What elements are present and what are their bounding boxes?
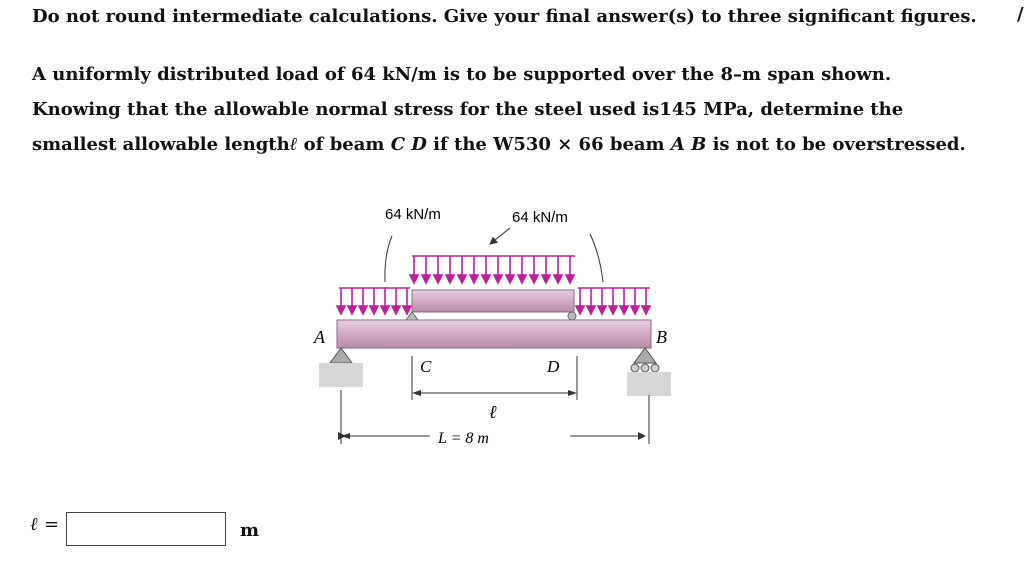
problem-line-3a: smallest allowable length: [32, 134, 290, 155]
left-load-arrows: [337, 288, 411, 314]
problem-line-3b: of beam: [297, 134, 391, 155]
top-load-arrows: [410, 256, 575, 283]
problem-line-1: A uniformly distributed load of 64 kN/m is to be supported over the 8–m span shown.: [32, 64, 892, 85]
center-load-leader: [490, 228, 510, 244]
answer-input[interactable]: [66, 512, 226, 546]
problem-line-2: Knowing that the allowable normal stress for the steel used is145 MPa, determine the: [32, 99, 904, 120]
load-label-right: 64 kN/m: [512, 209, 568, 226]
beam-ab-label: A B: [670, 134, 707, 155]
dimension-lines: [341, 356, 649, 444]
load-label-left: 64 kN/m: [385, 206, 441, 223]
label-b: B: [656, 327, 667, 347]
problem-line-3d: is not to be overstressed.: [706, 134, 966, 155]
left-load-leader: [385, 236, 392, 282]
problem-line-3c: if the W530 × 66 beam: [426, 134, 671, 155]
label-ell: ℓ: [489, 402, 497, 422]
ell-symbol: ℓ: [289, 134, 298, 155]
answer-unit: m: [240, 520, 260, 541]
beam-ab: [337, 320, 651, 348]
label-c: C: [420, 357, 432, 376]
right-load-arrows: [576, 288, 650, 314]
label-d: D: [547, 357, 560, 376]
label-span-l: L = 8 m: [438, 430, 489, 447]
beam-cd: [412, 290, 574, 312]
label-a: A: [314, 327, 325, 347]
support-a: [319, 348, 363, 387]
answer-variable: ℓ: [30, 514, 38, 535]
answer-equals: =: [44, 514, 60, 535]
support-d: [568, 312, 576, 320]
truncated-glyph: /: [1017, 4, 1024, 25]
beam-cd-label: C D: [390, 134, 427, 155]
right-load-leader: [590, 234, 603, 282]
support-b: [627, 348, 671, 396]
instruction-text: Do not round intermediate calculations. Give your final answer(s) to three significant figures.: [32, 6, 977, 27]
